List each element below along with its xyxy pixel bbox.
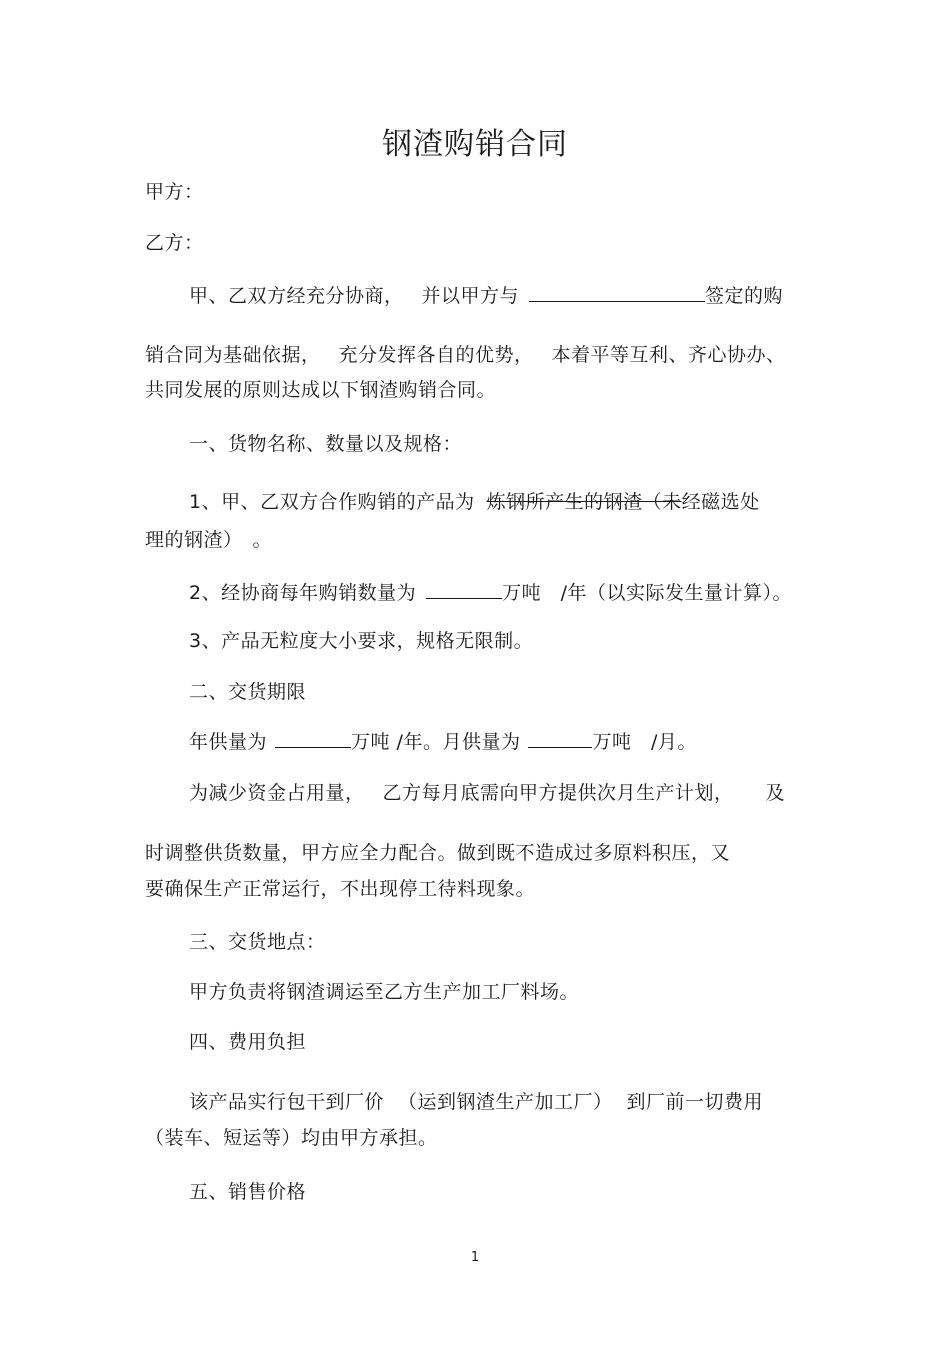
intro-text: 充分发挥各自的优势， bbox=[338, 344, 534, 366]
section-2-heading: 二、交货期限 bbox=[189, 681, 307, 703]
intro-line-1 bbox=[189, 283, 783, 308]
section-2-line-1 bbox=[189, 729, 697, 754]
item-text: 经磁选处 bbox=[681, 491, 760, 513]
fill-blank bbox=[529, 283, 705, 302]
section-2-line-3: 时调整供货数量，甲方应全力配合。做到既不造成过多原料积压，又 bbox=[145, 842, 731, 864]
item-text: 为减少资金占用量， bbox=[189, 782, 365, 804]
intro-text: 并以甲方与 bbox=[421, 285, 520, 307]
fill-blank bbox=[528, 729, 592, 748]
intro-text: 本着平等互利、齐心协办、 bbox=[551, 344, 786, 366]
item-text: 2、经协商每年购销数量为 bbox=[189, 582, 417, 604]
section-3-line-1: 甲方负责将钢渣调运至乙方生产加工厂料场。 bbox=[189, 981, 580, 1003]
item-text: 该产品实行包干到厂价 bbox=[189, 1091, 385, 1113]
section-4-line-1 bbox=[189, 1090, 763, 1114]
section-1-item-3: 3、产品无粒度大小要求，规格无限制。 bbox=[189, 630, 534, 652]
item-text: 到厂前一切费用 bbox=[626, 1091, 764, 1113]
section-3-heading: 三、交货地点： bbox=[189, 931, 326, 953]
section-1-item-1 bbox=[189, 490, 760, 514]
fill-blank bbox=[275, 729, 351, 748]
section-5-heading: 五、销售价格 bbox=[189, 1181, 307, 1203]
item-text: 万吨 /年（以实际发生量计算）。 bbox=[502, 582, 792, 604]
section-2-line-4: 要确保生产正常运行，不出现停工待料现象。 bbox=[145, 878, 536, 900]
section-4-heading: 四、费用负担 bbox=[189, 1031, 307, 1053]
intro-text: 销合同为基础依据， bbox=[145, 344, 321, 366]
party-b-label: 乙方： bbox=[145, 232, 204, 254]
struck-text: 炼钢所产生的钢渣（未 bbox=[486, 491, 682, 513]
item-text: 及 bbox=[765, 782, 786, 804]
item-text: （运到钢渣生产加工厂） bbox=[398, 1091, 613, 1113]
section-4-line-2: （装车、短运等）均由甲方承担。 bbox=[145, 1127, 438, 1149]
item-text: 万吨 /月。 bbox=[592, 731, 697, 753]
intro-text: 甲、乙双方经充分协商， bbox=[189, 285, 404, 307]
section-1-item-1-cont: 理的钢渣） 。 bbox=[145, 529, 273, 551]
intro-line-3: 共同发展的原则达成以下钢渣购销合同。 bbox=[145, 379, 497, 401]
item-text: 万吨 /年。月供量为 bbox=[351, 731, 521, 753]
section-2-line-2 bbox=[189, 781, 785, 805]
fill-blank bbox=[426, 580, 502, 599]
intro-line-2 bbox=[145, 343, 786, 367]
document-title: 钢渣购销合同 bbox=[382, 127, 568, 162]
item-text: 年供量为 bbox=[189, 731, 268, 753]
item-text: 1、甲、乙双方合作购销的产品为 bbox=[189, 491, 475, 513]
party-a-label: 甲方： bbox=[145, 181, 204, 203]
page-number: 1 bbox=[470, 1250, 480, 1265]
section-1-heading: 一、货物名称、数量以及规格： bbox=[189, 433, 463, 455]
section-1-item-2 bbox=[189, 580, 792, 605]
intro-text: 签定的购 bbox=[705, 285, 784, 307]
item-text: 乙方每月底需向甲方提供次月生产计划， bbox=[382, 782, 734, 804]
